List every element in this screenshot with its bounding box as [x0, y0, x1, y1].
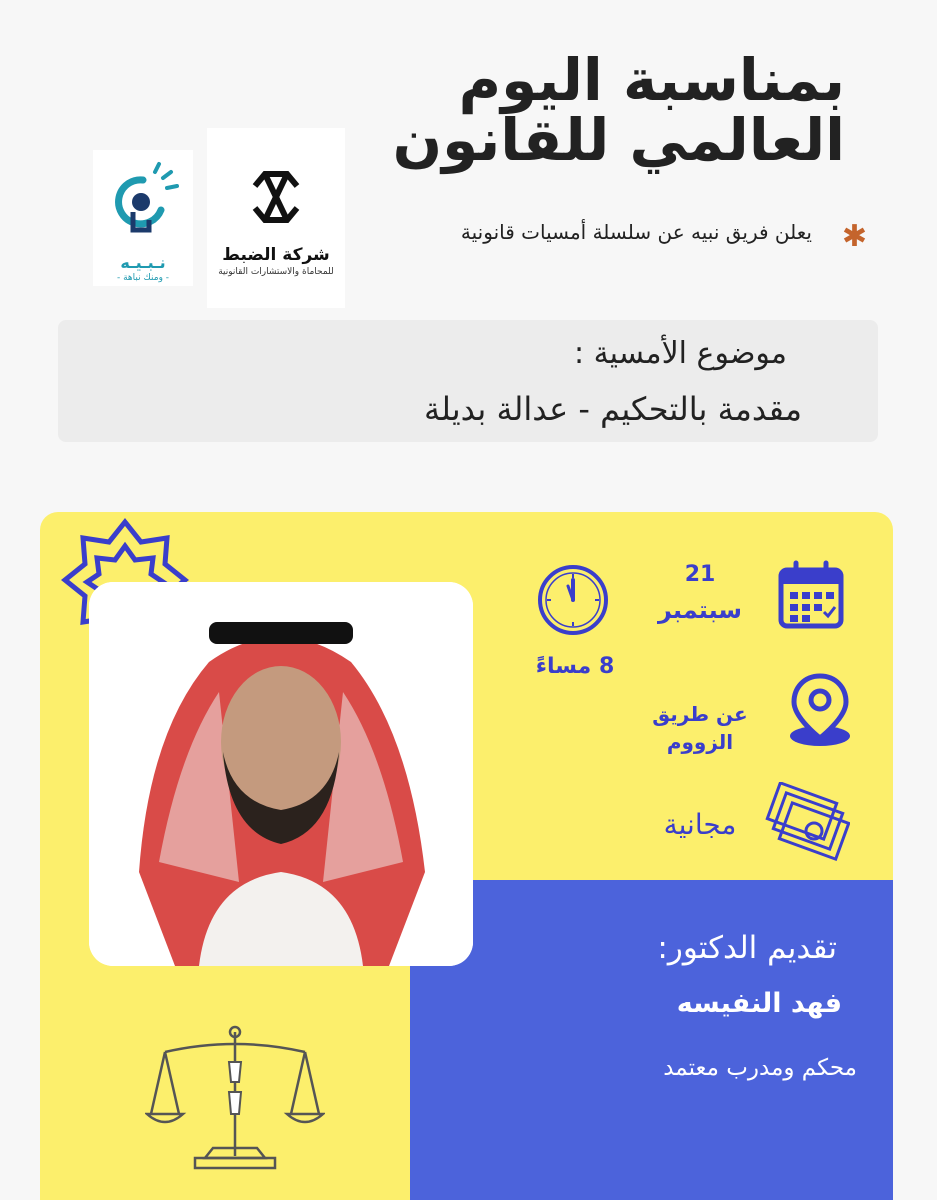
- headline-line-1: بمناسبة اليوم: [458, 46, 845, 114]
- nabih-logo-tagline: - ومنك نباهة -: [116, 273, 170, 283]
- scales-of-justice-icon: [145, 1022, 325, 1178]
- presenter-portrait: [89, 582, 473, 966]
- topic-title: مقدمة بالتحكيم - عدالة بديلة: [423, 390, 802, 428]
- event-date-month: سبتمبر: [657, 596, 742, 624]
- topic-label: موضوع الأمسية :: [573, 336, 787, 371]
- headline-line-2: العالمي للقانون: [392, 106, 845, 174]
- event-location: عن طريق الزووم: [652, 702, 748, 754]
- star-bullet-icon: ✱: [841, 219, 867, 254]
- calendar-icon: [778, 560, 844, 630]
- event-price: مجانية: [663, 808, 737, 841]
- aldabt-logo-name: شركة الضبط: [222, 245, 330, 265]
- blue-panel: [410, 880, 893, 1200]
- clock-icon: [536, 560, 610, 638]
- aldabt-logo: [207, 128, 345, 308]
- nabih-logo: [93, 150, 193, 286]
- presenter-title: محكم ومدرب معتمد: [663, 1055, 857, 1081]
- presenter-label: تقديم الدكتور:: [657, 930, 837, 966]
- presenter-name: فهد النفيسه: [676, 988, 842, 1019]
- event-time: 8 مساءً: [535, 654, 615, 679]
- event-date-day: 21: [684, 562, 716, 587]
- aldabt-logo-tagline: للمحاماة والاستشارات القانونية: [218, 267, 334, 277]
- announcement-text: يعلن فريق نبيه عن سلسلة أمسيات قانونية: [460, 220, 812, 244]
- money-icon: [764, 782, 850, 862]
- aldabt-logo-icon: [207, 128, 345, 240]
- nabih-logo-icon: [93, 150, 193, 250]
- presenter-photo: [89, 582, 473, 966]
- headline: [325, 46, 845, 174]
- location-pin-icon: [786, 672, 854, 750]
- nabih-logo-name: نـبـيـه: [120, 253, 166, 272]
